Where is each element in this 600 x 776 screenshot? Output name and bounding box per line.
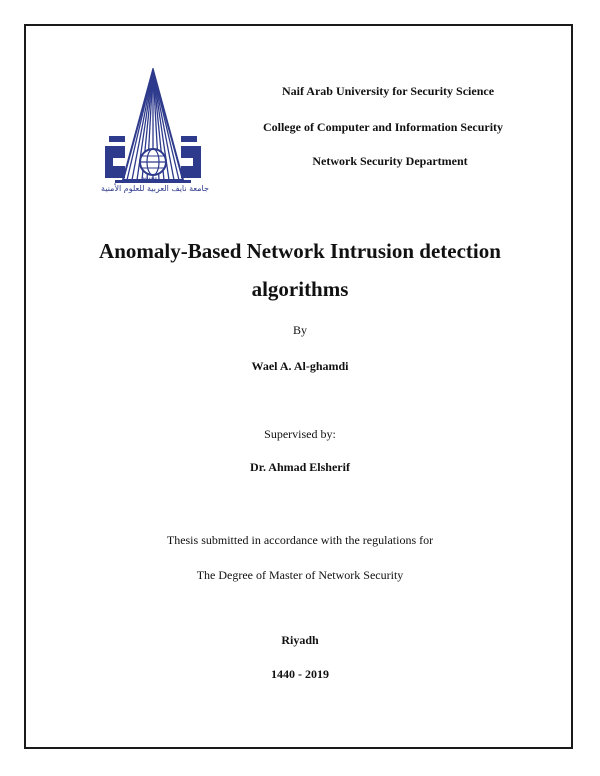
by-label: By bbox=[292, 323, 307, 337]
university-logo bbox=[95, 68, 215, 200]
logo-acronym: NAUSS bbox=[143, 176, 158, 181]
department-name: Network Security Department bbox=[312, 154, 468, 168]
author-name: Wael A. Al-ghamdi bbox=[251, 359, 349, 373]
university-name: Naif Arab University for Security Science bbox=[281, 84, 495, 98]
thesis-title-line-1: Anomaly-Based Network Intrusion detection bbox=[99, 239, 501, 263]
place: Riyadh bbox=[281, 633, 319, 647]
logo-arabic-name: جامعة نايف العربية للعلوم الأمنية bbox=[101, 184, 209, 193]
year: 1440 - 2019 bbox=[271, 667, 329, 681]
supervisor-name: Dr. Ahmad Elsherif bbox=[250, 460, 350, 474]
submission-line-2: The Degree of Master of Network Security bbox=[196, 568, 404, 582]
college-name: College of Computer and Information Security bbox=[262, 120, 504, 134]
thesis-title-line-2: algorithms bbox=[251, 277, 349, 301]
supervised-label: Supervised by: bbox=[264, 427, 336, 441]
submission-line-1: Thesis submitted in accordance with the regulations for bbox=[166, 533, 434, 547]
